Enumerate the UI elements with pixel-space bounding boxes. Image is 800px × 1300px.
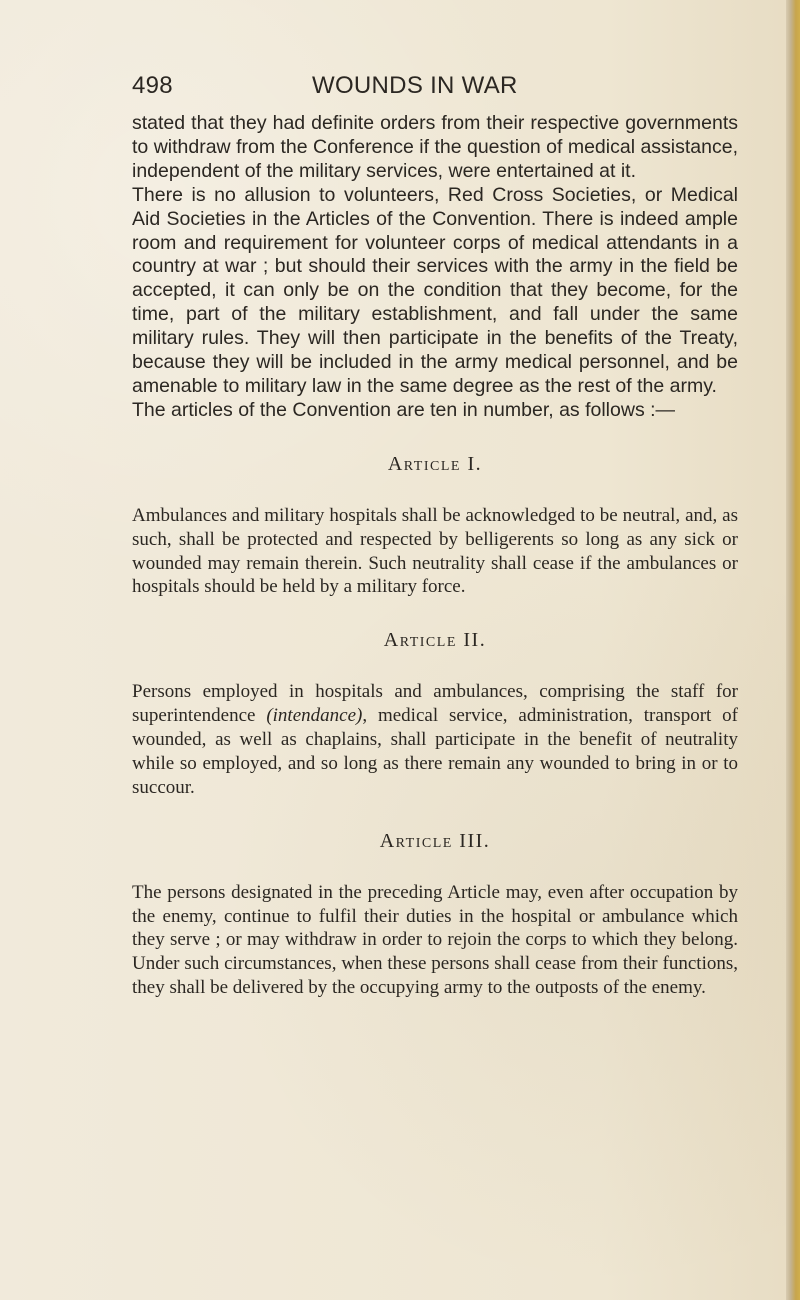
article-ii-text-after: , medical service, administration, transport of wounded, as well as chaplains, shall participate in the benefit of neutrality while so employed, and so long as there remain any wounded to bring in or to succour. xyxy=(132,705,739,798)
running-head: WOUNDS IN WAR xyxy=(312,72,518,99)
intro-paragraph-3: The articles of the Convention are ten in number, as follows :— xyxy=(132,398,676,421)
article-iii-heading: Article III. xyxy=(379,829,491,852)
article-iii-text: The persons designated in the preceding Article may, even after occupation by the enemy, continue to fulfil their duties in the hospital or ambulance which they serve ; or may withdraw in order to rejoin the corps to which they belong. Under such circumstances, when these persons shall cease from their functions, they shall be delivered by the occupying army to the outposts of the enemy. xyxy=(132,881,738,999)
article-ii-text xyxy=(132,680,738,800)
article-ii-heading: Article II. xyxy=(383,629,487,652)
article-i-heading: Article I. xyxy=(387,452,483,475)
article-ii-text-before: Persons employed in hospitals and ambulances, comprising the staff for superintendence xyxy=(132,681,738,727)
article-ii-italic-term: (intendance) xyxy=(266,705,363,727)
page-content xyxy=(132,112,738,1000)
page-number: 498 xyxy=(132,72,173,99)
article-i-text: Ambulances and military hospitals shall be acknowledged to be neutral, and, as such, shall be protected and respected by belligerents so long as any sick or wounded may remain therein. Such neutrality shall cease if the ambulances or hospitals should be held by a military force. xyxy=(132,504,738,598)
intro-paragraph-1: stated that they had definite orders from their respective governments to withdraw from the Conference if the question of medical assistance, independent of the military services, were entertained at it. xyxy=(132,112,738,182)
intro-paragraph-2: There is no allusion to volunteers, Red Cross Societies, or Medical Aid Societies in the Articles of the Convention. There is indeed ample room and requirement for volunteer corps of medical attendants in a country at war ; but should their services with the army in the field be accepted, it can only be on the condition that they become, for the time, part of the military establishment, and fall under the same military rules. They will then participate in the benefits of the Treaty, because they will be included in the army medical personnel, and be amenable to military law in the same degree as the rest of the army. xyxy=(132,183,738,397)
page-edge xyxy=(786,0,800,1300)
page-header xyxy=(132,72,652,102)
